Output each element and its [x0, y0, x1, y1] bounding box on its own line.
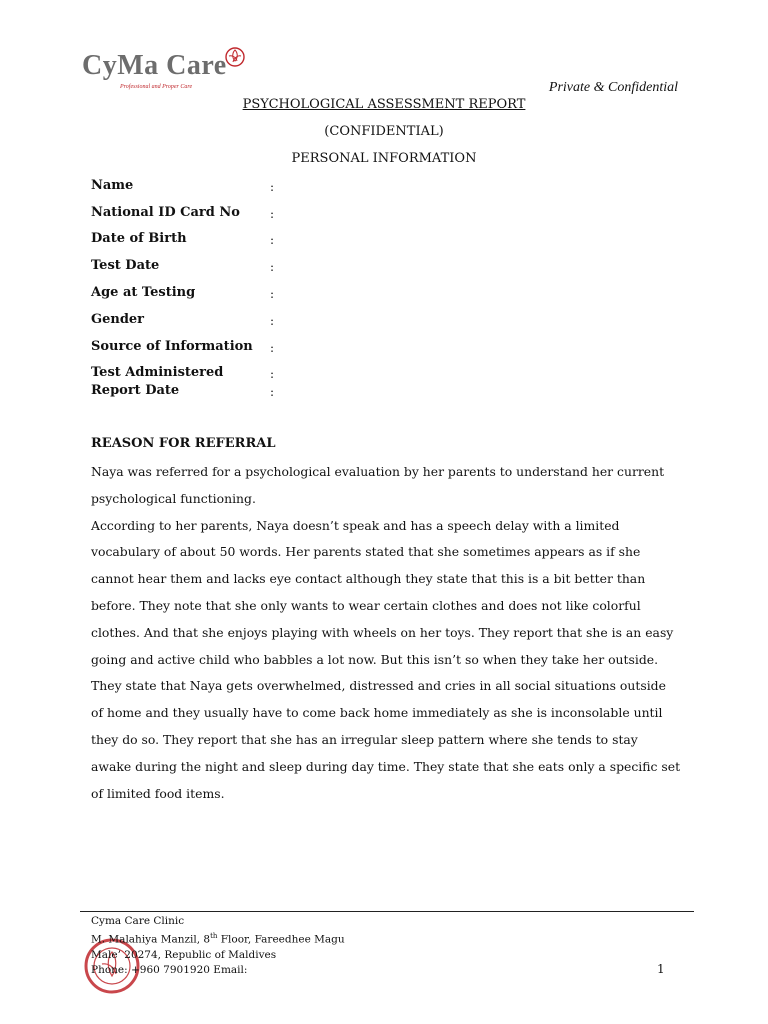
field-label-report-date: Report Date — [91, 383, 180, 398]
footer-contact: Phone: +960 7901920 Email: — [91, 963, 248, 976]
footer-city: Male’ 20274, Republic of Maldives — [91, 948, 277, 961]
referral-body — [91, 459, 681, 807]
footer-divider — [80, 911, 694, 912]
field-colon: : — [270, 367, 275, 381]
field-colon: : — [270, 341, 275, 355]
field-label-gender: Gender — [91, 312, 145, 327]
field-label-source-of-information: Source of Information — [91, 339, 253, 354]
brand-tagline: Professional and Proper Care — [120, 84, 193, 90]
footer-address: M. Malahiya Manzil, 8th Floor, Fareedhee Magu — [91, 932, 345, 946]
field-colon: : — [270, 233, 275, 247]
brand-logo — [82, 46, 252, 96]
referral-heading: REASON FOR REFERRAL — [91, 436, 276, 451]
personal-info-heading: PERSONAL INFORMATION — [291, 151, 477, 166]
field-colon: : — [270, 180, 275, 194]
report-title: PSYCHOLOGICAL ASSESSMENT REPORT — [242, 97, 526, 112]
field-colon: : — [270, 385, 275, 399]
private-confidential-note: Private & Confidential — [548, 80, 678, 95]
field-colon: : — [270, 207, 275, 221]
brand-name: CyMa Care — [82, 50, 227, 81]
brand-flower-icon — [224, 46, 246, 68]
confidential-subtitle: (CONFIDENTIAL) — [324, 124, 444, 139]
referral-paragraph: According to her parents, Naya doesn’t speak and has a speech delay with a limited vocabulary of about 50 words. Her parents stated that she sometimes appears as if she cannot hear them and lacks eye contact although they state that this is a bit better than before. They note that she only wants to wear certain clothes and does not like colorful clothes. And that she enjoys playing with wheels on her toys. They report that she is an easy going and active child who babbles a lot now. But this isn’t so when they take her outside. They state that Naya gets overwhelmed, distressed and cries in all social situations outside of home and they usually have to come back home immediately as she is inconsolable until they do so. They report that she has an irregular sleep pattern where she tends to stay awake during the night and sleep during day time. They state that she eats only a specific set of limited food items. — [91, 517, 681, 801]
field-label-name: Name — [91, 178, 134, 193]
field-colon: : — [270, 260, 275, 274]
field-label-test-date: Test Date — [91, 258, 160, 273]
field-colon: : — [270, 287, 275, 301]
field-colon: : — [270, 314, 275, 328]
field-label-date-of-birth: Date of Birth — [91, 231, 187, 246]
field-label-age-at-testing: Age at Testing — [91, 285, 196, 300]
clinic-footer — [91, 914, 345, 978]
field-label-national-id: National ID Card No — [91, 205, 240, 220]
field-label-test-administered: Test Administered — [91, 365, 224, 380]
referral-paragraph: Naya was referred for a psychological evaluation by her parents to understand her current psychological functioning. — [91, 464, 665, 506]
page-number: 1 — [657, 962, 665, 976]
footer-clinic-name: Cyma Care Clinic — [91, 915, 185, 927]
